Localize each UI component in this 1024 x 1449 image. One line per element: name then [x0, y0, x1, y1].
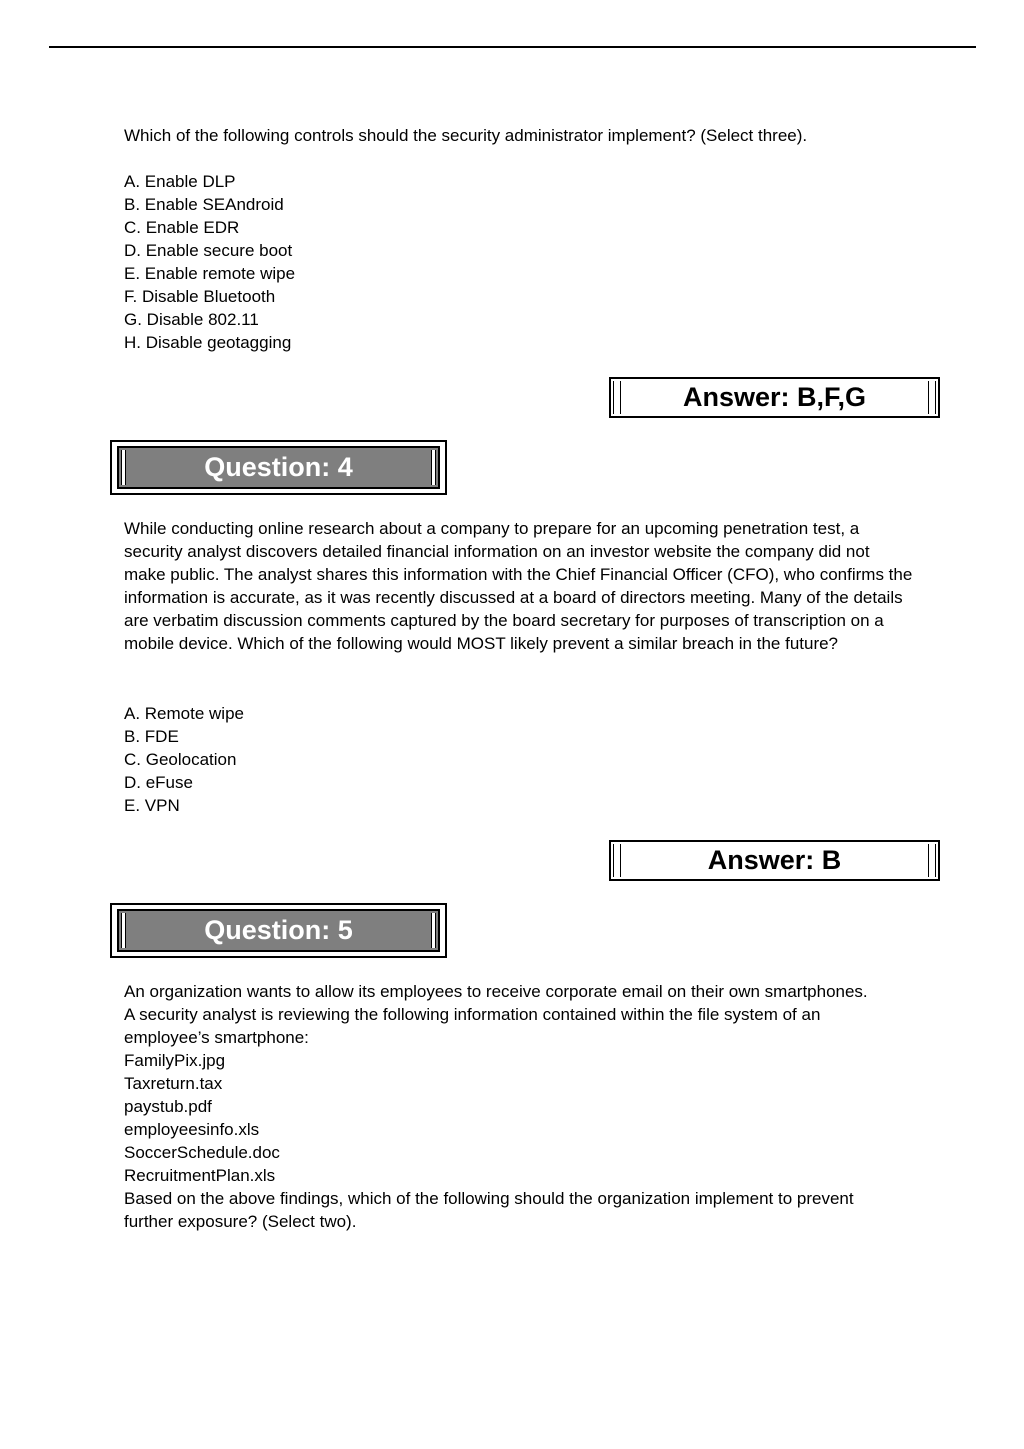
- q5-header-box: [110, 903, 447, 958]
- q4-header-box: [110, 440, 447, 495]
- q4-prompt: While conducting online research about a company to prepare for an upcoming penetration test, a security analyst discovers detailed financial information on an investor website the company did not make public. The analyst shares this information with the Chief Financial Officer (CFO), who confirms the information is accurate, as it was recently discussed at a board of directors meeting. Many of the details are verbatim discussion comments captured by the board secretary for purposes of transcription on a mobile device. Which of the following would MOST likely prevent a similar breach in the future?: [124, 519, 913, 653]
- q5-file: employeesinfo.xls: [124, 1120, 260, 1139]
- q3-option: H. Disable geotagging: [124, 333, 292, 352]
- q3-option: C. Enable EDR: [124, 218, 240, 237]
- q4-answer-box: [609, 840, 940, 881]
- q3-answer: Answer: B,F,G: [682, 382, 867, 412]
- q5-file: RecruitmentPlan.xls: [124, 1166, 276, 1185]
- q4-prompt-block: [124, 517, 914, 655]
- q4-options: [124, 702, 914, 817]
- q3-option: F. Disable Bluetooth: [124, 287, 276, 306]
- q3-option: A. Enable DLP: [124, 172, 236, 191]
- q5-prompt-line: A security analyst is reviewing the following information contained within the file system of an: [124, 1005, 821, 1024]
- q5-file: SoccerSchedule.doc: [124, 1143, 280, 1162]
- q3-prompt: Which of the following controls should the security administrator implement? (Select three).: [124, 126, 808, 145]
- top-rule: [49, 46, 976, 48]
- q5-prompt-line: employee’s smartphone:: [124, 1028, 309, 1047]
- q4-option: A. Remote wipe: [124, 704, 244, 723]
- q3-option: G. Disable 802.11: [124, 310, 259, 329]
- q5-file: Taxreturn.tax: [124, 1074, 223, 1093]
- q5-prompt-line: An organization wants to allow its employees to receive corporate email on their own smartphones.: [124, 982, 868, 1001]
- q4-header: Question: 4: [204, 452, 353, 482]
- q5-closing-line: Based on the above findings, which of the following should the organization implement to prevent: [124, 1189, 854, 1208]
- q4-option: D. eFuse: [124, 773, 193, 792]
- q5-file: paystub.pdf: [124, 1097, 212, 1116]
- q4-option: C. Geolocation: [124, 750, 237, 769]
- q5-closing-line: further exposure? (Select two).: [124, 1212, 357, 1231]
- q3-answer-box: [609, 377, 940, 418]
- q5-header-inner: [117, 909, 440, 952]
- q3-option: E. Enable remote wipe: [124, 264, 296, 283]
- q3-option: D. Enable secure boot: [124, 241, 293, 260]
- q5-header: Question: 5: [204, 915, 353, 945]
- q3-options: [124, 170, 914, 354]
- q5-prompt-block: [124, 980, 914, 1233]
- q4-answer: Answer: B: [707, 845, 842, 875]
- q5-file: FamilyPix.jpg: [124, 1051, 226, 1070]
- q3-option: B. Enable SEAndroid: [124, 195, 284, 214]
- q3-prompt-block: [124, 124, 914, 147]
- q4-option: B. FDE: [124, 727, 179, 746]
- q4-header-inner: [117, 446, 440, 489]
- q4-option: E. VPN: [124, 796, 180, 815]
